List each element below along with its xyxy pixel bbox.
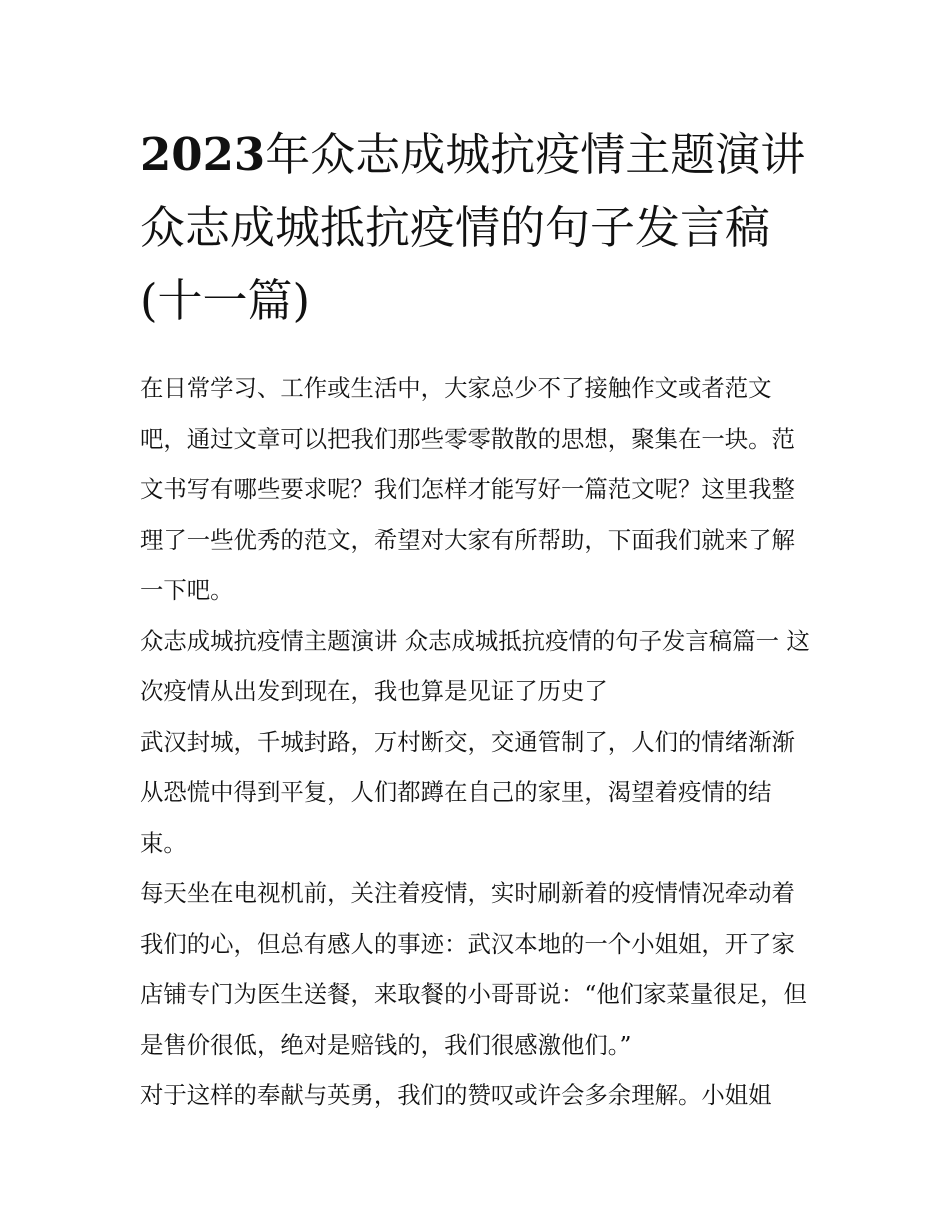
document-title: [140, 118, 812, 337]
paragraph-lockdown: 武汉封城，千城封路，万村断交，交通管制了，人们的情绪渐渐从恐慌中得到平复，人们都蹲在自己的家里，渴望着疫情的结束。: [140, 727, 795, 857]
paragraph-news: 每天坐在电视机前，关注着疫情，实时刷新着的疫情情况牵动着我们的心，但总有感人的事迹：武汉本地的一个小姐姐，开了家店铺专门为医生送餐，来取餐的小哥哥说：“他们家菜量很足，但是售价很低，绝对是赔钱的，我们很感激他们。”: [140, 879, 807, 1059]
document-page: [140, 118, 812, 1121]
title-text: 年众志成城抗疫情主题演讲 众志成城抵抗疫情的句子发言稿(十一篇): [140, 128, 806, 327]
title-year: 2023: [140, 128, 266, 181]
paragraph-tribute: 对于这样的奉献与英勇，我们的赞叹或许会多余理解。小姐姐: [140, 1081, 772, 1109]
paragraph-intro: 在日常学习、工作或生活中，大家总少不了接触作文或者范文吧，通过文章可以把我们那些零零散散的思想，聚集在一块。范文书写有哪些要求呢？我们怎样才能写好一篇范文呢？这里我整理了一些优秀的范文，希望对大家有所帮助，下面我们就来了解一下吧。: [140, 374, 795, 604]
paragraph-section-heading: 众志成城抗疫情主题演讲 众志成城抵抗疫情的句子发言稿篇一 这次疫情从出发到现在，我也算是见证了历史了: [140, 626, 810, 705]
document-body: [140, 363, 812, 1121]
